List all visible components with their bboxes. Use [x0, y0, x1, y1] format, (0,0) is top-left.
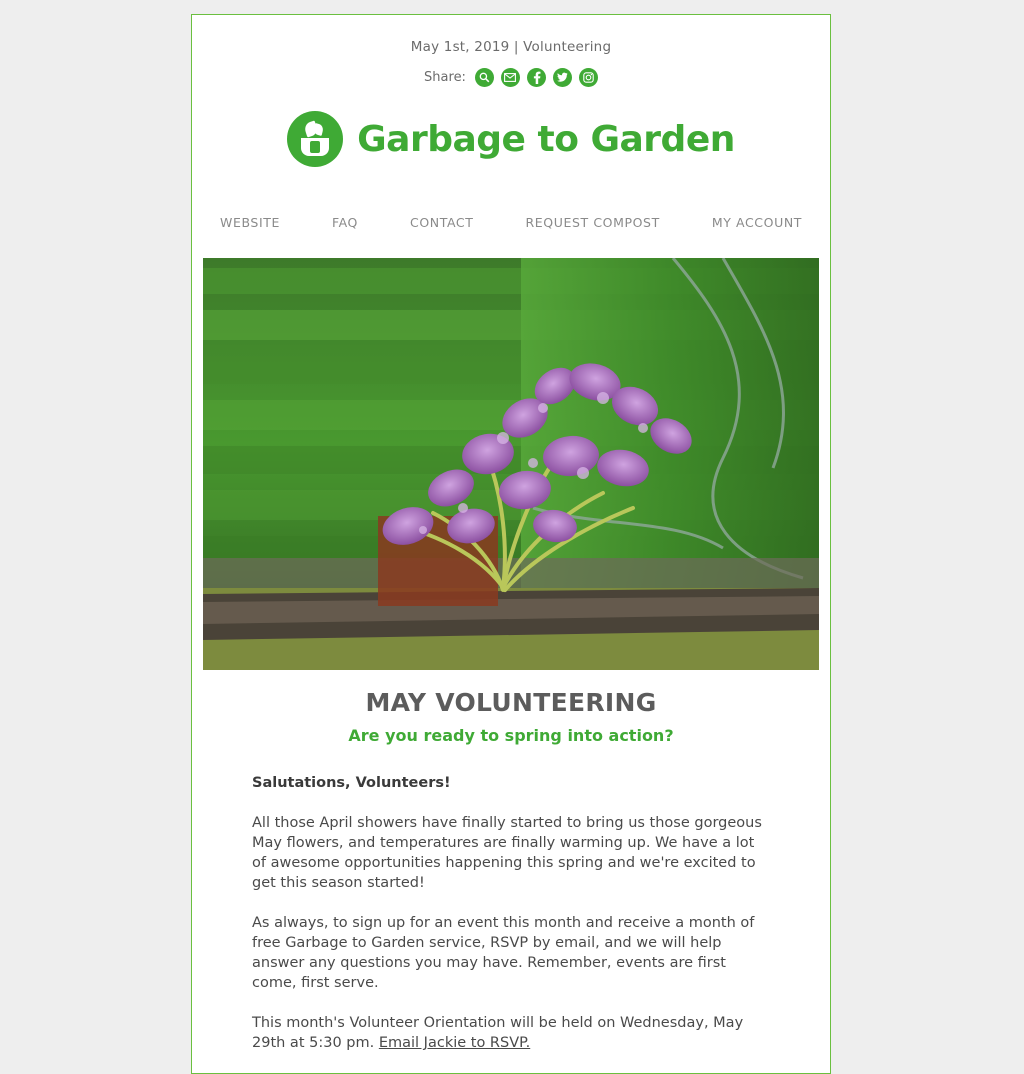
logo-mark-icon	[287, 111, 343, 167]
paragraph-2: As always, to sign up for an event this month and receive a month of free Garbage to Garden service, RSVP by email, and we will help answer any questions you may have. Remember, events are first come, first serve.	[252, 915, 755, 991]
paragraph-3-text: This month's Volunteer Orientation will be held on Wednesday, May 29th at 5:30 pm.	[252, 1015, 744, 1051]
nav-item-request-compost[interactable]: REQUEST COMPOST	[525, 215, 660, 230]
nav-item-contact[interactable]: CONTACT	[410, 215, 474, 230]
paragraph-1: All those April showers have finally started to bring us those gorgeous May flowers, and temperatures are finally warming up. We have a lot of awesome opportunities happening this spring and we're excited to get this season started!	[252, 815, 762, 891]
twitter-icon[interactable]	[553, 68, 572, 87]
facebook-icon[interactable]	[527, 68, 546, 87]
email-icon[interactable]	[501, 68, 520, 87]
article-body	[192, 773, 830, 1053]
nav-item-faq[interactable]: FAQ	[331, 215, 358, 230]
hero-image	[203, 258, 819, 670]
newsletter-container	[191, 14, 831, 1074]
search-icon[interactable]	[475, 68, 494, 87]
share-label: Share:	[424, 70, 466, 85]
nav-item-my-account[interactable]: MY ACCOUNT	[711, 215, 802, 230]
email-jackie-link[interactable]: Email Jackie to RSVP.	[378, 1035, 531, 1051]
brand-name: Garbage to Garden	[357, 118, 735, 160]
instagram-icon[interactable]	[579, 68, 598, 87]
page-title: MAY VOLUNTEERING	[365, 688, 657, 717]
main-nav	[192, 189, 830, 230]
brand-logo[interactable]	[192, 111, 830, 167]
meta-line: May 1st, 2019 | Volunteering	[410, 39, 612, 55]
paragraph-3	[252, 1013, 770, 1053]
nav-item-website[interactable]: WEBSITE	[220, 215, 280, 230]
page-subtitle: Are you ready to spring into action?	[348, 726, 674, 745]
greeting-text: Salutations, Volunteers!	[252, 775, 451, 791]
share-row	[192, 68, 830, 87]
